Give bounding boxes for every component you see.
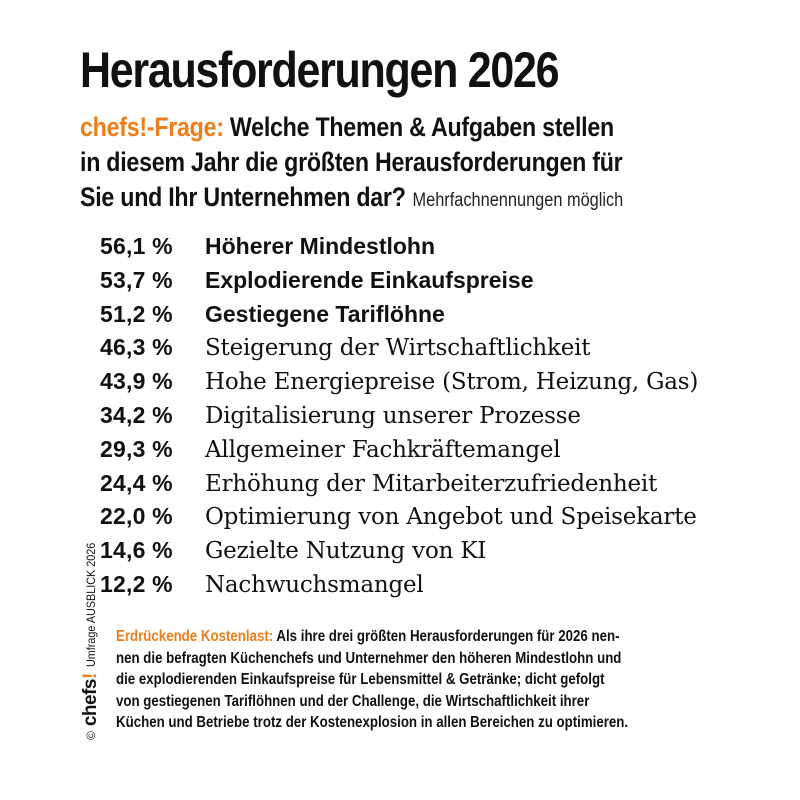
brand-name: chefs (80, 679, 101, 727)
result-label: Höherer Mindestlohn (205, 233, 436, 259)
result-row (100, 503, 698, 537)
result-row (100, 470, 698, 504)
question-line-2: in diesem Jahr die größten Herausforderungen für (80, 147, 623, 177)
survey-question (80, 110, 734, 218)
result-value: 34,2 % (100, 401, 173, 428)
result-label: Gestiegene Tariflöhne (205, 300, 445, 327)
result-value: 14,6 % (100, 537, 173, 564)
result-value: 51,2 % (100, 300, 173, 327)
result-label: Hohe Energiepreise (Strom, Heizung, Gas) (205, 369, 699, 396)
copyright-symbol: © (84, 731, 98, 740)
results-list (100, 233, 698, 605)
result-row (100, 402, 698, 436)
result-label: Gezielte Nutzung von KI (205, 538, 487, 565)
result-label: Explodierende Einkaufspreise (205, 266, 534, 293)
result-row (100, 537, 698, 571)
brand-logo (80, 673, 102, 726)
result-value: 12,2 % (100, 570, 173, 597)
question-line-1 (80, 110, 734, 145)
result-value: 56,1 % (100, 233, 173, 259)
result-label: Steigerung der Wirtschaftlichkeit (205, 335, 591, 362)
result-value: 46,3 % (100, 334, 173, 361)
survey-source: Umfrage AUSBLICK 2026 (84, 542, 98, 668)
question-line-3 (80, 180, 734, 218)
source-credit (80, 540, 102, 740)
result-row (100, 267, 698, 301)
result-label: Erhöhung der Mitarbeiterzufriedenheit (205, 470, 658, 497)
result-value: 22,0 % (100, 503, 173, 530)
result-value: 29,3 % (100, 435, 173, 462)
summary-text-1: Als ihre drei größten Herausforderungen für 2026 nen- (276, 628, 620, 645)
result-row (100, 233, 698, 267)
summary-line-1 (116, 626, 739, 648)
summary-line-2: nen die befragten Küchenchefs und Unternehmer den höheren Mindestlohn und (116, 649, 622, 667)
result-value: 24,4 % (100, 469, 173, 496)
summary-line-4: von gestiegenen Tariflöhnen und der Challenge, die Wirtschaftlichkeit ihrer (116, 692, 590, 710)
question-text-3: Sie und Ihr Unternehmen dar? (80, 182, 406, 212)
result-label: Allgemeiner Fachkräftemangel (205, 436, 561, 463)
result-row (100, 301, 698, 335)
result-row (100, 334, 698, 368)
question-text-1: Welche Themen & Aufgaben stellen (229, 112, 614, 142)
result-row (100, 436, 698, 470)
summary-lead: Erdrückende Kostenlast: (116, 628, 274, 645)
result-value: 43,9 % (100, 368, 173, 395)
result-label: Nachwuchsmangel (205, 571, 424, 598)
result-row (100, 571, 698, 605)
brand-mark: ! (80, 673, 101, 680)
question-prefix: chefs!-Frage: (80, 112, 224, 142)
summary-line-3: die explodierenden Einkaufspreise für Lebensmittel & Getränke; dicht gefolgt (116, 671, 605, 688)
summary-line-5: Küchen und Betriebe trotz der Kostenexplosion in allen Bereichen zu optimieren. (116, 714, 629, 731)
result-value: 53,7 % (100, 266, 173, 293)
result-label: Digitalisierung unserer Prozesse (205, 402, 581, 429)
question-note: Mehrfachnennungen möglich (412, 190, 624, 211)
result-row (100, 368, 698, 402)
result-label: Optimierung von Angebot und Speisekarte (205, 504, 697, 531)
page-title: Herausforderungen 2026 (80, 42, 559, 98)
summary-text (116, 626, 739, 734)
